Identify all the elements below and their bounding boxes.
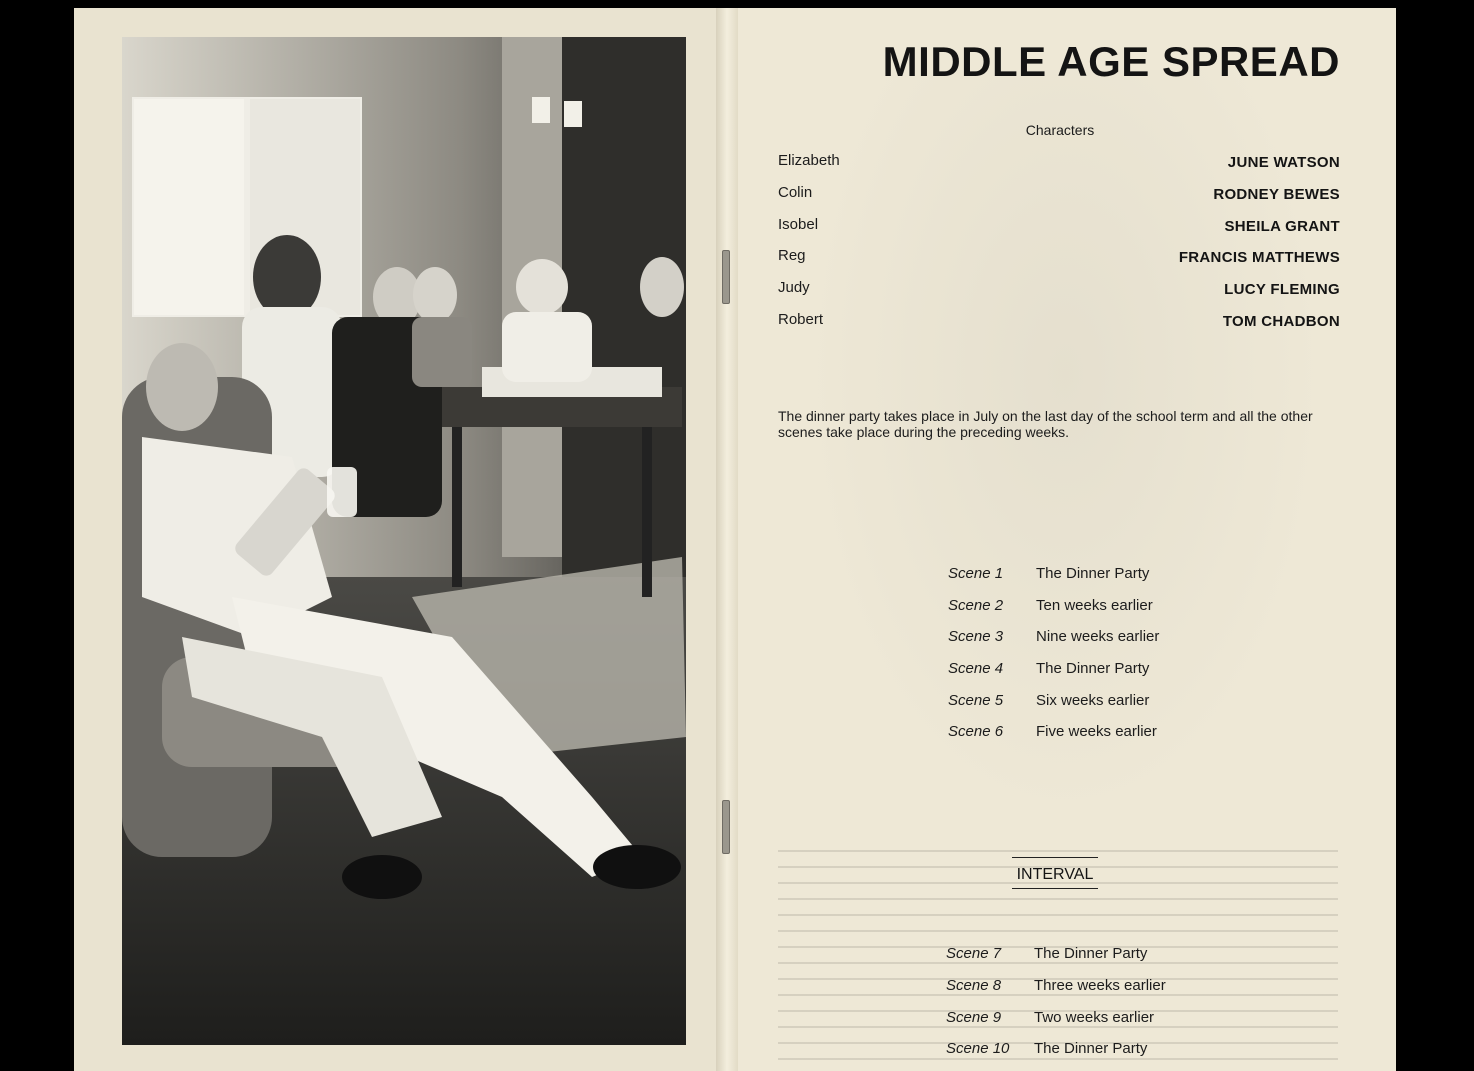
character-name: Isobel	[778, 216, 819, 233]
setting-note: The dinner party takes place in July on the last day of the school term and all the other scenes take place during the preceding weeks.	[778, 408, 1313, 440]
cast-row	[778, 311, 1340, 333]
cast-row	[778, 216, 1340, 238]
scene-number: Scene 9	[946, 1009, 1002, 1026]
actor-name: SHEILA GRANT	[1224, 218, 1340, 235]
actor-name: JUNE WATSON	[1227, 154, 1340, 171]
scene-description: Two weeks earlier	[1034, 1009, 1155, 1026]
character-name: Colin	[778, 184, 813, 201]
scene-number: Scene 5	[948, 692, 1004, 709]
actor-name: LUCY FLEMING	[1224, 281, 1340, 298]
interval-heading: INTERVAL	[1012, 857, 1098, 889]
scene-description: The Dinner Party	[1034, 1040, 1148, 1057]
cast-photograph	[122, 37, 686, 1045]
scene-number: Scene 2	[948, 597, 1004, 614]
character-name: Judy	[778, 279, 810, 296]
scene-number: Scene 3	[948, 628, 1004, 645]
scene-description: Ten weeks earlier	[1036, 597, 1153, 614]
actor-name: TOM CHADBON	[1222, 313, 1340, 330]
staple-bottom	[722, 800, 730, 854]
cast-row	[778, 184, 1340, 206]
scene-description: Five weeks earlier	[1036, 723, 1157, 740]
scene-number: Scene 1	[948, 565, 1004, 582]
scene-description: The Dinner Party	[1036, 660, 1150, 677]
scene-description: Nine weeks earlier	[1036, 628, 1160, 645]
cast-row	[778, 279, 1340, 301]
cast-row	[778, 152, 1340, 174]
characters-heading: Characters	[1025, 122, 1095, 138]
scene-number: Scene 6	[948, 723, 1004, 740]
cast-photo-illustration	[122, 37, 686, 1045]
actor-name: FRANCIS MATTHEWS	[1178, 249, 1340, 266]
scene-description: The Dinner Party	[1036, 565, 1150, 582]
scene-description: Three weeks earlier	[1034, 977, 1166, 994]
scene-number: Scene 8	[946, 977, 1002, 994]
binding-gutter	[716, 8, 738, 1071]
character-name: Robert	[778, 311, 824, 328]
scene-number: Scene 10	[946, 1040, 1010, 1057]
scene-description: Six weeks earlier	[1036, 692, 1150, 709]
actor-name: RODNEY BEWES	[1213, 186, 1340, 203]
cast-row	[778, 247, 1340, 269]
staple-top	[722, 250, 730, 304]
programme-title: MIDDLE AGE SPREAD	[882, 38, 1340, 85]
scene-description: The Dinner Party	[1034, 945, 1148, 962]
scene-number: Scene 7	[946, 945, 1002, 962]
character-name: Elizabeth	[778, 152, 840, 169]
character-name: Reg	[778, 247, 806, 264]
scene-number: Scene 4	[948, 660, 1004, 677]
